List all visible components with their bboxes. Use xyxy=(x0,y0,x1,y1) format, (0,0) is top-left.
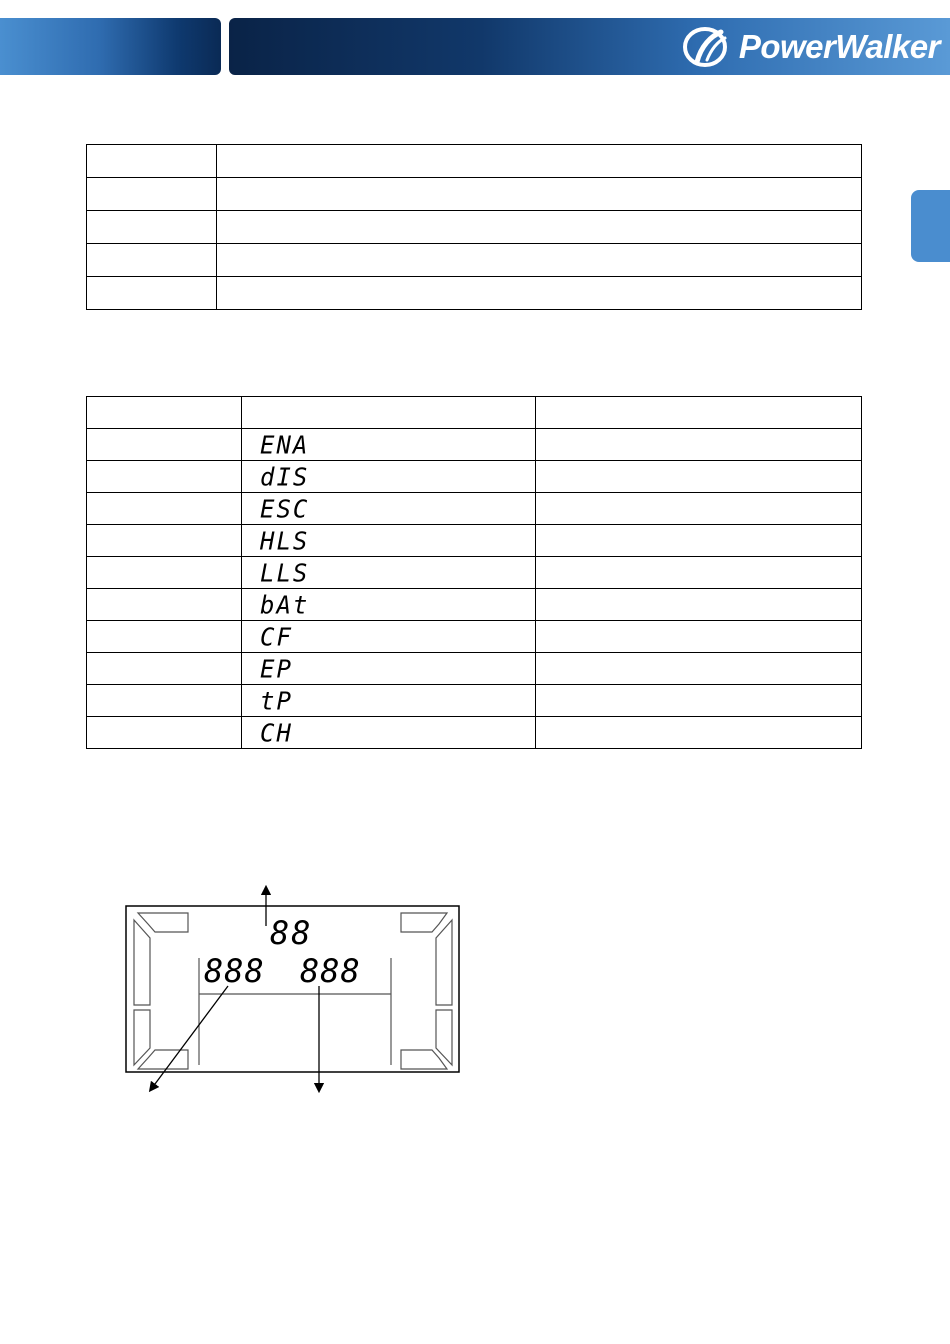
table-row xyxy=(87,244,862,277)
lcd-top-digits: 88 xyxy=(270,914,313,952)
powerwalker-logo-icon xyxy=(681,26,733,68)
table-row xyxy=(87,653,862,685)
lcd-code: HLS xyxy=(260,525,310,556)
settings-table-1 xyxy=(86,144,862,310)
lcd-diagram xyxy=(100,880,500,1100)
lcd-code: dIS xyxy=(260,461,310,492)
lcd-left-digits: 888 xyxy=(204,952,265,990)
lcd-code-table xyxy=(86,396,862,749)
lcd-code: CH xyxy=(260,717,293,748)
table-row xyxy=(87,525,862,557)
table-row xyxy=(87,145,862,178)
table-cell xyxy=(217,211,862,244)
table-cell xyxy=(87,211,217,244)
table-cell xyxy=(87,178,217,211)
table-row xyxy=(87,621,862,653)
lcd-code: LLS xyxy=(260,557,310,588)
lcd-code: EP xyxy=(260,653,293,684)
table-row xyxy=(87,493,862,525)
header-banner-left xyxy=(0,18,221,75)
table-row xyxy=(87,557,862,589)
side-tab xyxy=(911,190,950,262)
lcd-code: tP xyxy=(260,685,293,716)
table-row xyxy=(87,717,862,749)
table-row xyxy=(87,178,862,211)
table-row xyxy=(87,277,862,310)
table-cell xyxy=(217,178,862,211)
table-cell xyxy=(87,145,217,178)
powerwalker-logo xyxy=(681,26,940,68)
table-cell xyxy=(87,277,217,310)
lcd-code: ENA xyxy=(260,429,310,460)
table-header-cell xyxy=(87,397,242,429)
table-row xyxy=(87,211,862,244)
lcd-right-digits: 888 xyxy=(300,952,361,990)
brand-name: PowerWalker xyxy=(738,28,940,65)
lcd-code: CF xyxy=(260,621,293,652)
table-cell xyxy=(217,145,862,178)
table-row xyxy=(87,685,862,717)
lcd-code: ESC xyxy=(260,493,310,524)
table-cell xyxy=(217,277,862,310)
table-header-cell xyxy=(536,397,862,429)
table-row xyxy=(87,461,862,493)
table-header-row xyxy=(87,397,862,429)
lcd-code: bAt xyxy=(260,589,310,620)
table-cell xyxy=(217,244,862,277)
header-banner-right xyxy=(229,18,950,75)
table-row xyxy=(87,429,862,461)
table-cell xyxy=(87,244,217,277)
table-row xyxy=(87,589,862,621)
table-header-cell xyxy=(242,397,536,429)
